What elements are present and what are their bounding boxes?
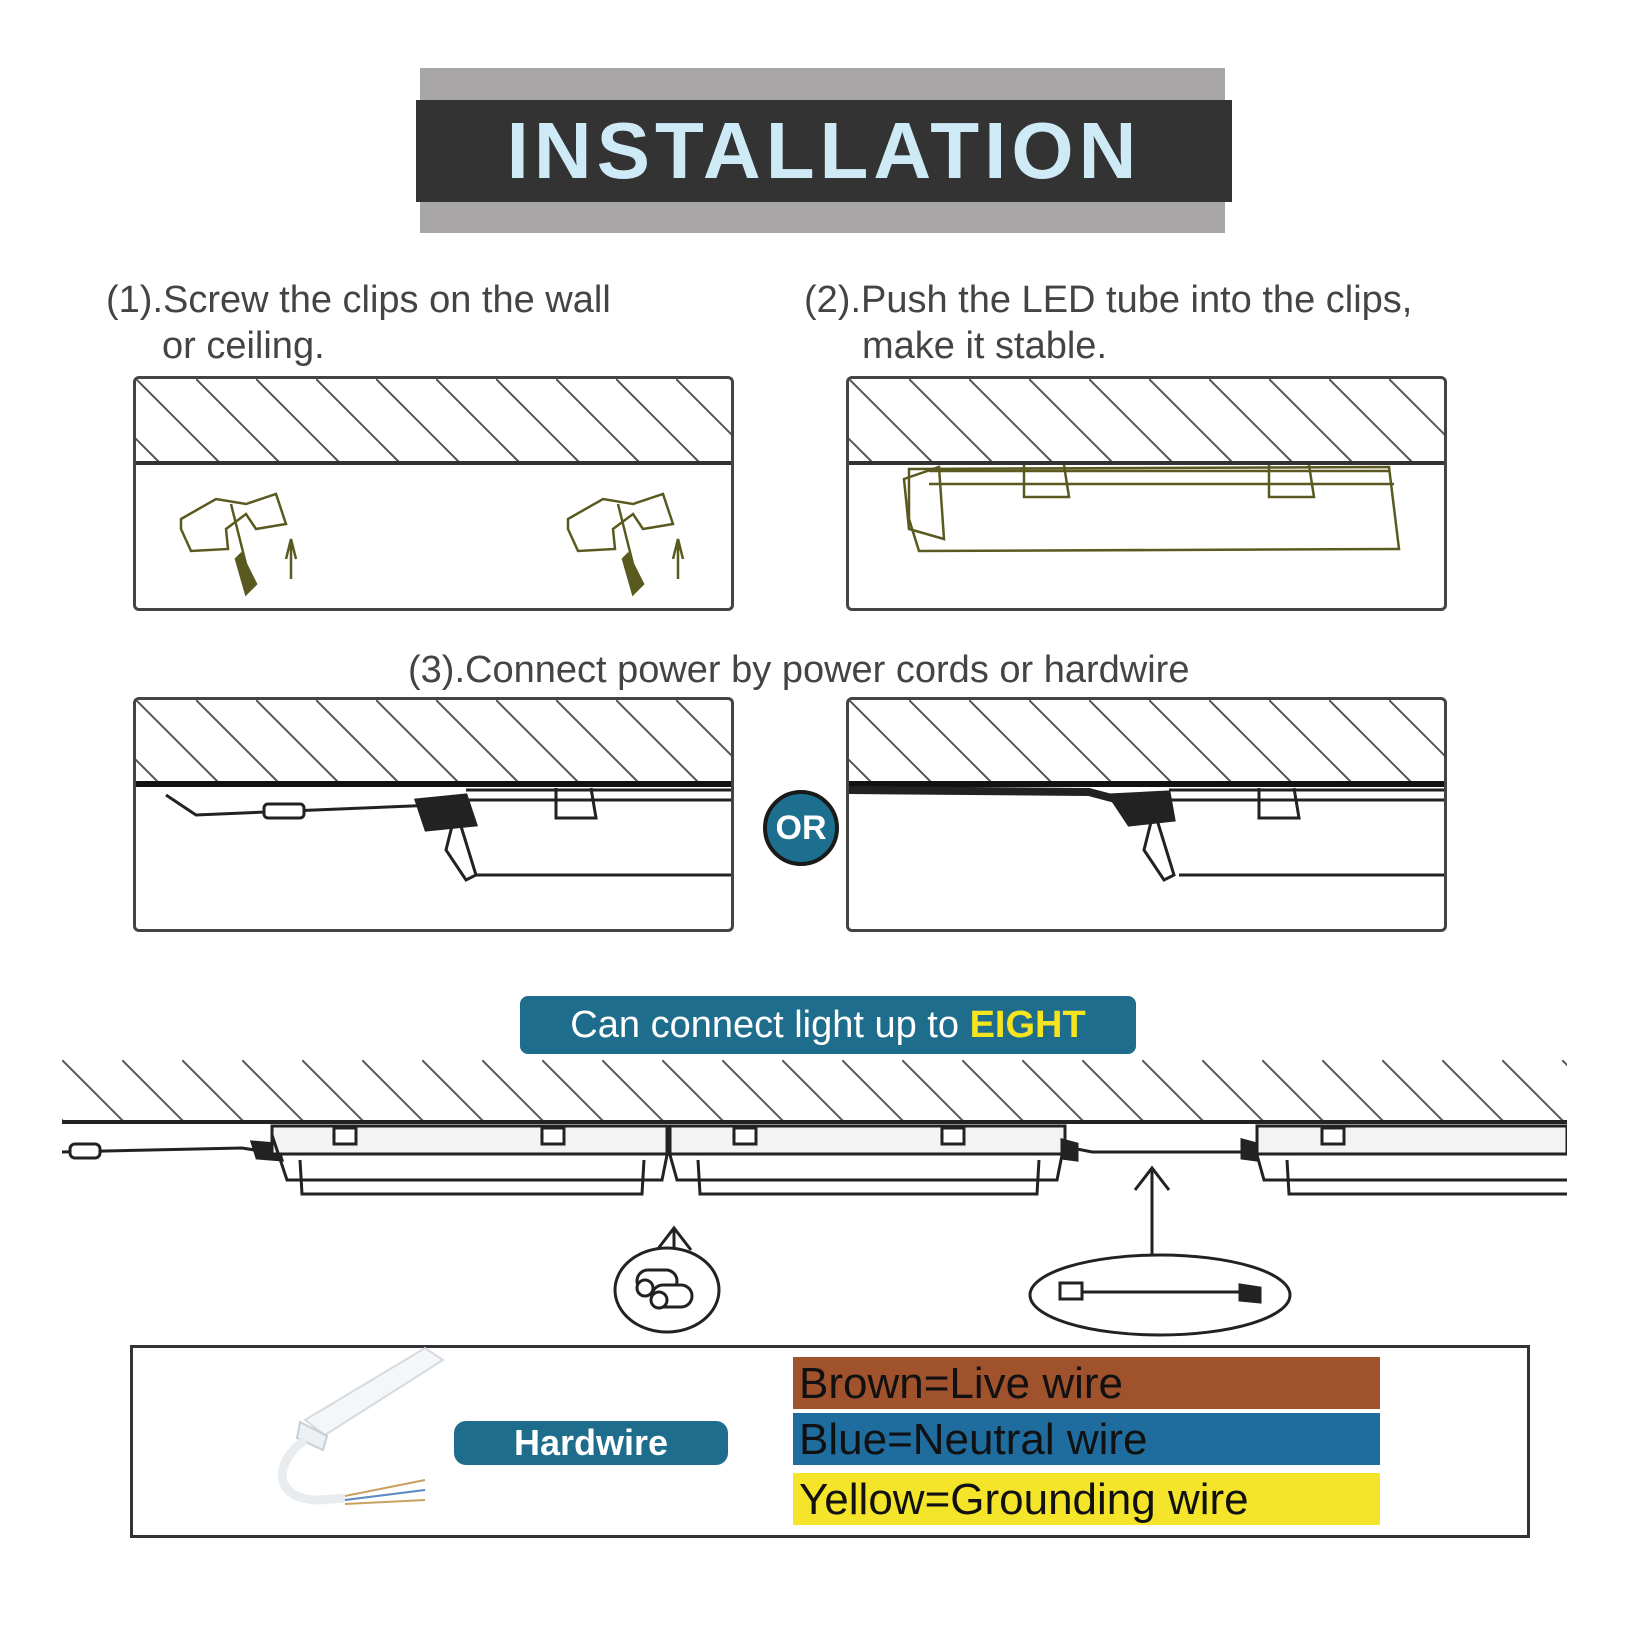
step1-text-line1: (1).Screw the clips on the wall	[106, 279, 611, 321]
wire-legend-blue: Blue=Neutral wire	[793, 1413, 1380, 1465]
step2-illustration	[849, 379, 1447, 611]
wire-legend-brown: Brown=Live wire	[793, 1357, 1380, 1409]
led-tube-icon	[904, 465, 1399, 551]
step2-panel	[846, 376, 1447, 611]
hardwire-label: Hardwire	[454, 1421, 728, 1465]
page-title: INSTALLATION	[506, 106, 1142, 195]
connector-detail-icon	[607, 1240, 727, 1340]
connect-banner-text: Can connect light up to	[570, 1004, 970, 1046]
power-cord-illustration	[136, 700, 734, 932]
step2-text-line2: make it stable.	[862, 325, 1107, 367]
linked-tubes-illustration	[62, 1060, 1567, 1340]
step1-panel	[133, 376, 734, 611]
step2-text-line1: (2).Push the LED tube into the clips,	[804, 279, 1413, 321]
clip-icon	[181, 494, 296, 594]
connect-banner-highlight: EIGHT	[969, 1004, 1086, 1046]
connect-count-banner	[520, 996, 1136, 1054]
step1-text-line2: or ceiling.	[162, 325, 325, 367]
hardwire-illustration	[849, 700, 1447, 932]
step3-text: (3).Connect power by power cords or hardwire	[408, 649, 1190, 691]
or-badge: OR	[763, 790, 839, 866]
step3-hardwire-panel	[846, 697, 1447, 932]
link-cable-detail-icon	[1025, 1250, 1295, 1350]
step1-illustration	[136, 379, 734, 611]
led-tube-hardwire-icon	[265, 1340, 465, 1510]
clip-icon	[568, 494, 683, 594]
wire-legend-yellow: Yellow=Grounding wire	[793, 1473, 1380, 1525]
step3-cord-panel	[133, 697, 734, 932]
